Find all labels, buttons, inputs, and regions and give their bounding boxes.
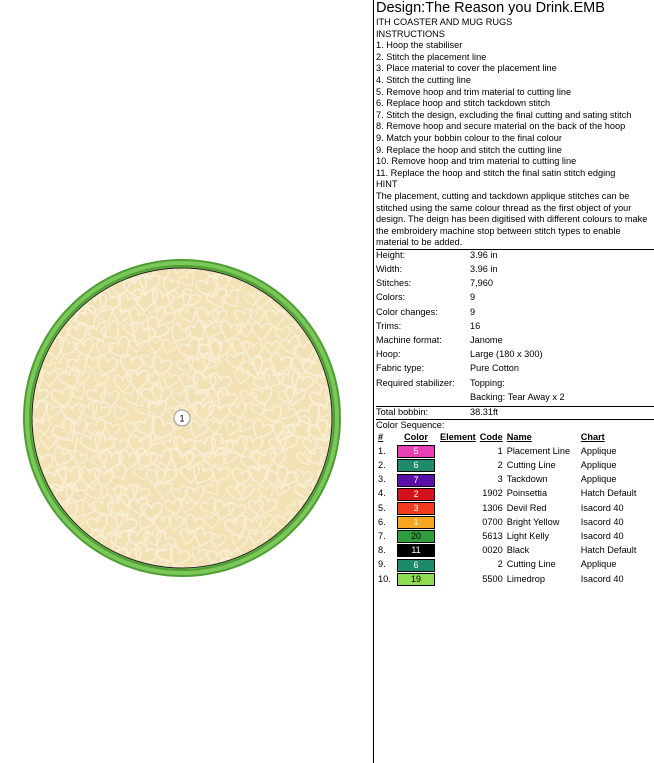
heart-motif	[312, 527, 336, 551]
heart-motif	[331, 498, 358, 524]
heart-motif	[87, 259, 107, 277]
seq-name: Bright Yellow	[506, 516, 560, 527]
seq-element	[438, 515, 478, 529]
seq-swatch	[394, 473, 438, 487]
seq-swatch	[394, 459, 438, 473]
stat-label: Width:	[376, 264, 403, 275]
color-sequence-row	[376, 501, 638, 515]
total-bobbin-row	[376, 407, 498, 419]
heart-motif	[27, 288, 52, 313]
instruction-line: 1. Hoop the stabiliser	[376, 40, 463, 51]
heart-motif	[31, 258, 50, 277]
seq-name: Poinsettia	[506, 488, 548, 499]
instruction-line: 2. Stitch the placement line	[376, 51, 487, 62]
stat-label: Hoop:	[376, 349, 401, 360]
stat-row	[376, 250, 565, 264]
stat-row	[376, 307, 565, 321]
heart-motif	[334, 469, 350, 485]
heart-motif	[316, 566, 338, 586]
design-stats-table	[376, 250, 565, 406]
seq-element	[438, 558, 478, 572]
heart-motif	[285, 562, 303, 578]
heart-motif	[296, 565, 317, 585]
heart-motif	[57, 535, 73, 550]
seq-chart: Applique	[580, 559, 617, 570]
col-header-element: Element	[440, 432, 476, 443]
heart-motif	[268, 562, 287, 580]
seq-code: 1902	[482, 488, 503, 499]
design-title: Design:The Reason you Drink.EMB	[376, 0, 605, 16]
heart-motif	[249, 565, 265, 580]
color-sequence-title: Color Sequence:	[376, 419, 445, 430]
seq-swatch	[394, 530, 438, 544]
seq-element	[438, 544, 478, 558]
instruction-line: 8. Remove hoop and secure material on the back of the hoop	[376, 121, 626, 132]
info-panel	[376, 0, 654, 586]
col-header-name: Name	[506, 432, 532, 443]
seq-chart: Applique	[580, 460, 617, 471]
seq-code: 1	[497, 445, 503, 456]
color-sequence-row	[376, 544, 638, 558]
heart-motif	[75, 566, 92, 582]
seq-swatch	[394, 515, 438, 529]
seq-num: 9.	[378, 559, 386, 570]
seq-chart: Isacord 40	[580, 573, 624, 584]
heart-motif	[28, 512, 50, 533]
seq-code: 5613	[482, 530, 503, 541]
panel-divider	[373, 0, 374, 763]
seq-element	[438, 572, 478, 586]
heart-motif	[49, 556, 80, 586]
stat-row	[376, 349, 565, 363]
heart-motif	[289, 262, 309, 280]
heart-motif	[25, 277, 49, 300]
seq-chart: Applique	[580, 445, 617, 456]
heart-motif	[312, 291, 331, 309]
stat-value: Janome	[470, 335, 503, 345]
object-marker-label: 1	[179, 413, 185, 424]
color-swatch: 6	[397, 459, 435, 472]
seq-name: Cutting Line	[506, 460, 556, 471]
seq-code: 2	[497, 559, 503, 570]
seq-element	[438, 501, 478, 515]
heart-motif	[273, 546, 301, 573]
stat-value: Backing: Tear Away x 2	[470, 391, 565, 402]
seq-chart: Hatch Default	[580, 545, 637, 556]
seq-name: Light Kelly	[506, 530, 550, 541]
instruction-line: ITH COASTER AND MUG RUGS	[376, 17, 513, 27]
heart-motif	[332, 335, 361, 364]
heart-motif	[22, 531, 44, 551]
stat-label	[376, 392, 470, 406]
seq-element	[438, 530, 478, 544]
color-sequence-row	[376, 487, 638, 501]
heart-motif	[65, 544, 83, 561]
heart-motif	[318, 496, 339, 516]
color-sequence-row	[376, 459, 638, 473]
stat-value: 3.96 in	[470, 264, 498, 275]
heart-motif	[49, 258, 70, 278]
heart-motif	[112, 565, 129, 581]
seq-swatch	[394, 445, 438, 459]
stat-label: Colors:	[376, 292, 406, 303]
stat-row	[376, 278, 565, 292]
heart-motif	[311, 256, 341, 285]
col-header-chart: Chart	[580, 432, 605, 443]
color-swatch: 6	[397, 559, 435, 572]
color-sequence-row	[376, 515, 638, 529]
instruction-line: 9. Replace the hoop and stitch the cutting line	[376, 144, 562, 155]
seq-num: 3.	[378, 474, 386, 485]
color-swatch: 1	[397, 516, 435, 529]
heart-motif	[54, 545, 71, 562]
stat-label: Machine format:	[376, 335, 442, 345]
heart-motif	[16, 291, 32, 306]
col-header-color: Color	[404, 432, 428, 443]
stat-value: 3.96 in	[470, 249, 498, 260]
heart-motif	[34, 545, 59, 569]
heart-motif	[292, 274, 315, 297]
stat-value: 7,960	[470, 278, 493, 289]
seq-element	[438, 445, 478, 459]
heart-motif	[304, 255, 332, 282]
seq-swatch	[394, 558, 438, 572]
heart-motif	[333, 531, 351, 548]
instruction-line: 7. Stitch the design, excluding the final cutting and sating stitch	[376, 109, 632, 120]
seq-code: 0700	[482, 516, 503, 527]
seq-code: 1306	[482, 502, 503, 513]
stat-label: Fabric type:	[376, 363, 424, 374]
seq-code: 2	[497, 460, 503, 471]
seq-swatch	[394, 572, 438, 586]
color-sequence-table	[376, 432, 638, 587]
instruction-line: 6. Replace hoop and stitch tackdown stitch	[376, 98, 551, 109]
stat-row	[376, 363, 565, 377]
seq-swatch	[394, 501, 438, 515]
seq-element	[438, 473, 478, 487]
instruction-line: 3. Place material to cover the placement line	[376, 63, 557, 74]
stat-label: Trims:	[376, 320, 402, 331]
color-sequence-row	[376, 572, 638, 586]
stat-value: 16	[470, 320, 481, 331]
stat-row	[376, 378, 565, 392]
seq-num: 4.	[378, 488, 386, 499]
seq-chart: Isacord 40	[580, 516, 624, 527]
heart-motif	[48, 289, 68, 308]
heart-motif	[44, 273, 64, 292]
color-swatch: 11	[397, 544, 435, 557]
color-swatch: 19	[397, 573, 435, 586]
heart-motif	[299, 529, 322, 550]
seq-chart: Hatch Default	[580, 488, 637, 499]
heart-motif	[23, 499, 50, 525]
stat-label: Color changes:	[376, 306, 438, 317]
instruction-line: The placement, cutting and tackdown applique stitches can be stitched using the same colour thread as the first object of your design. The deign has been digitised with different colours to make the embroidery machine stop between stitch types to enable material to be added.	[376, 190, 648, 248]
heart-motif	[16, 481, 34, 499]
heart-motif	[309, 518, 330, 537]
total-bobbin-label: Total bobbin:	[376, 406, 429, 417]
heart-motif	[325, 547, 347, 568]
seq-chart: Isacord 40	[580, 530, 624, 541]
color-sequence-row	[376, 473, 638, 487]
instructions-block	[376, 17, 654, 249]
heart-motif	[331, 276, 351, 295]
heart-motif	[18, 544, 40, 566]
color-swatch: 7	[397, 474, 435, 487]
col-header-num: #	[378, 432, 384, 443]
seq-num: 8.	[378, 545, 386, 556]
heart-motif	[23, 304, 41, 321]
col-header-code: Code	[479, 432, 503, 443]
heart-motif	[322, 327, 341, 344]
heart-motif	[279, 274, 296, 291]
instruction-line: 10. Remove hoop and trim material to cutting line	[376, 156, 577, 167]
instruction-line: 5. Remove hoop and trim material to cutting line	[376, 86, 572, 97]
instruction-line: HINT	[376, 179, 398, 190]
heart-motif	[43, 529, 66, 551]
stat-row	[376, 335, 565, 349]
color-swatch: 2	[397, 488, 435, 501]
heart-motif	[311, 549, 328, 565]
seq-num: 2.	[378, 460, 386, 471]
stat-row	[376, 264, 565, 278]
seq-name: Devil Red	[506, 502, 547, 513]
stat-value: Large (180 x 300)	[470, 349, 543, 360]
stat-row	[376, 292, 565, 306]
stat-value: Pure Cotton	[470, 363, 520, 374]
stat-value: Topping:	[470, 377, 505, 388]
heart-motif	[26, 561, 45, 579]
stat-label: Height:	[376, 249, 406, 260]
heart-motif	[315, 307, 339, 331]
stat-value: 9	[470, 292, 476, 303]
heart-motif	[317, 276, 336, 294]
seq-code: 3	[497, 474, 503, 485]
heart-motif	[52, 273, 77, 297]
seq-chart: Applique	[580, 474, 617, 485]
heart-motif	[90, 560, 117, 586]
heart-motif	[325, 515, 345, 533]
seq-num: 7.	[378, 530, 386, 541]
instruction-line: 11. Replace the hoop and stitch the final satin stitch edging	[376, 167, 616, 178]
color-swatch: 5	[397, 445, 435, 458]
color-swatch: 3	[397, 502, 435, 515]
seq-chart: Isacord 40	[580, 502, 624, 513]
heart-motif	[329, 564, 349, 583]
stat-value: 9	[470, 306, 476, 317]
instruction-line: INSTRUCTIONS	[376, 28, 445, 39]
seq-swatch	[394, 544, 438, 558]
heart-motif	[70, 255, 93, 277]
heart-motif	[14, 514, 32, 530]
seq-num: 10.	[378, 573, 391, 584]
color-sequence-row	[376, 445, 638, 459]
seq-element	[438, 487, 478, 501]
color-sequence-row	[376, 558, 638, 572]
seq-name: Cutting Line	[506, 559, 556, 570]
stat-label: Stitches:	[376, 278, 412, 289]
seq-name: Black	[506, 545, 530, 556]
color-swatch: 20	[397, 530, 435, 543]
seq-code: 0020	[482, 545, 503, 556]
heart-motif	[289, 550, 304, 564]
heart-motif	[8, 319, 31, 342]
seq-num: 1.	[378, 445, 386, 456]
seq-code: 5500	[482, 573, 503, 584]
instruction-line: 4. Stitch the cutting line	[376, 74, 471, 85]
heart-motif	[34, 558, 62, 586]
seq-name: Limedrop	[506, 573, 546, 584]
heart-motif	[324, 291, 342, 308]
seq-num: 5.	[378, 502, 386, 513]
stat-label: Required stabilizer:	[376, 377, 455, 388]
heart-motif	[276, 260, 294, 277]
instruction-line: 9. Match your bobbin colour to the final colour	[376, 132, 562, 143]
heart-motif	[336, 306, 356, 325]
seq-swatch	[394, 487, 438, 501]
seq-element	[438, 459, 478, 473]
seq-name: Tackdown	[506, 474, 548, 485]
total-bobbin-value: 38.31ft	[470, 406, 499, 417]
seq-num: 6.	[378, 516, 386, 527]
color-sequence-row	[376, 530, 638, 544]
stat-row	[376, 321, 565, 335]
heart-motif	[19, 259, 38, 277]
heart-motif	[293, 290, 312, 308]
stat-row	[376, 392, 565, 406]
seq-name: Placement Line	[506, 445, 571, 456]
